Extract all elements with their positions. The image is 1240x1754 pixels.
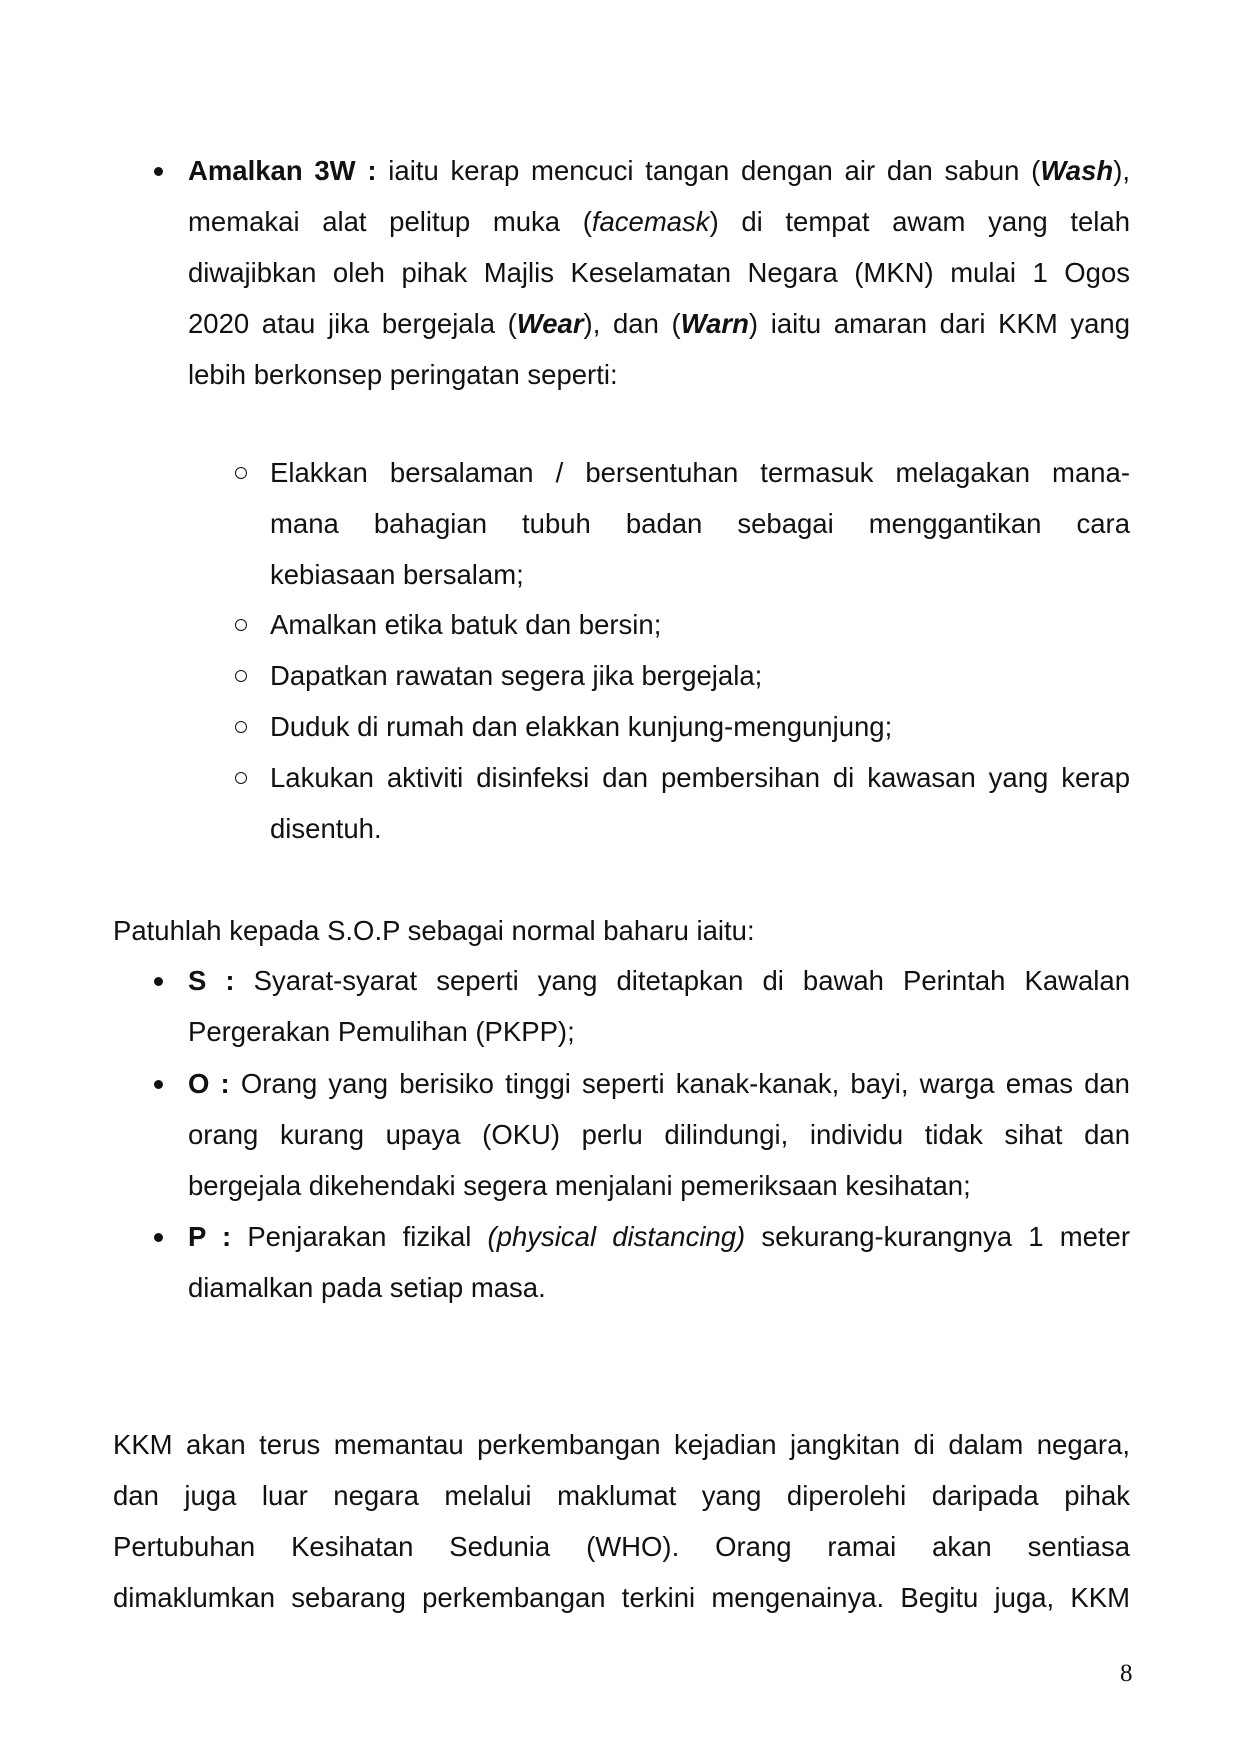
text-line [113,1521,1130,1572]
text-span: dimaklumkan sebarang perkembangan terkini mengenainya. Begitu juga, KKM [113,1582,1130,1613]
sub-item-4 [270,701,892,752]
text-span: diwajibkan oleh pihak Majlis Keselamatan Negara (MKN) mulai 1 Ogos [188,257,1130,288]
physical-distancing-term: (physical distancing) [487,1221,746,1252]
text-span: Pergerakan Pemulihan (PKPP); [188,1016,575,1047]
sop-o-item [188,1058,1130,1211]
text-span: ) di tempat awam yang telah [709,206,1130,237]
amalkan-label: Amalkan 3W : [188,155,377,186]
warn-term: Warn [680,308,749,339]
circle-bullet-icon [235,721,247,733]
text-line [113,1470,1130,1521]
sub-item-3 [270,650,762,701]
page-number: 8 [1120,1660,1133,1687]
text-line [113,1419,1130,1470]
text-line [188,1160,1130,1211]
text-span: disentuh. [270,813,382,844]
text-span: Penjarakan fizikal [231,1221,488,1252]
text-span: Dapatkan rawatan segera jika bergejala; [270,660,763,691]
text-span: diamalkan pada setiap masa. [188,1272,546,1303]
text-line [270,803,1130,854]
text-span: kebiasaan bersalam; [270,559,524,590]
circle-bullet-icon [235,670,247,682]
sub-item-2 [270,599,661,650]
text-line [270,498,1130,549]
text-line [188,298,1130,349]
circle-bullet-icon [235,467,247,479]
bullet-icon [154,167,163,176]
kkm-paragraph [113,1419,1130,1623]
sop-intro [113,905,755,956]
text-line [188,1109,1130,1160]
text-line [188,145,1130,196]
sub-item-5 [270,752,1130,854]
text-span: Pertubuhan Kesihatan Sedunia (WHO). Orang ramai akan sentiasa [113,1531,1130,1562]
amalkan-3w-paragraph [188,145,1130,400]
sop-p-item [188,1211,1130,1313]
text-span: memakai alat pelitup muka ( [188,206,592,237]
text-span: iaitu kerap mencuci tangan dengan air dan sabun ( [376,155,1041,186]
text-line [188,1006,1130,1057]
text-span: orang kurang upaya (OKU) perlu dilindungi, individu tidak sihat dan [188,1119,1130,1150]
text-line [188,247,1130,298]
wash-term: Wash [1040,155,1114,186]
text-span: ) iaitu amaran dari KKM yang [748,308,1130,339]
text-span: Orang yang berisiko tinggi seperti kanak-kanak, bayi, warga emas dan [229,1068,1130,1099]
text-line [270,447,1130,498]
bullet-icon [154,1080,163,1089]
text-line [188,196,1130,247]
text-span: Elakkan bersalaman / bersentuhan termasuk melagakan mana- [270,457,1130,488]
text-line [113,1572,1130,1623]
sub-item-1 [270,447,1130,600]
s-label: S : [188,965,235,996]
text-span: KKM akan terus memantau perkembangan kejadian jangkitan di dalam negara, [113,1429,1130,1460]
text-line [270,549,1130,600]
text-span: Syarat-syarat seperti yang ditetapkan di bawah Perintah Kawalan [234,965,1130,996]
p-label: P : [188,1221,232,1252]
text-span: ), dan ( [583,308,681,339]
o-label: O : [188,1068,230,1099]
text-span: Patuhlah kepada S.O.P sebagai normal baharu iaitu: [113,915,755,946]
text-line [188,1058,1130,1109]
bullet-icon [154,977,163,986]
text-span: lebih berkonsep peringatan seperti: [188,359,618,390]
text-span: Lakukan aktiviti disinfeksi dan pembersihan di kawasan yang kerap [270,762,1130,793]
circle-bullet-icon [235,772,247,784]
text-span: 2020 atau jika bergejala ( [188,308,517,339]
text-span: bergejala dikehendaki segera menjalani pemeriksaan kesihatan; [188,1170,971,1201]
bullet-icon [154,1233,163,1242]
sop-s-item [188,955,1130,1057]
text-line [188,1211,1130,1262]
text-line [188,955,1130,1006]
text-line [188,1262,1130,1313]
text-span: mana bahagian tubuh badan sebagai menggantikan cara [270,508,1130,539]
circle-bullet-icon [235,619,247,631]
text-span: Duduk di rumah dan elakkan kunjung-mengunjung; [270,711,893,742]
text-span: sekurang-kurangnya 1 meter [745,1221,1130,1252]
text-line [270,752,1130,803]
text-span: Amalkan etika batuk dan bersin; [270,609,662,640]
facemask-term: facemask [591,206,710,237]
wear-term: Wear [516,308,584,339]
text-line [188,349,1130,400]
text-span: dan juga luar negara melalui maklumat yang diperolehi daripada pihak [113,1480,1130,1511]
text-span: ), [1113,155,1130,186]
